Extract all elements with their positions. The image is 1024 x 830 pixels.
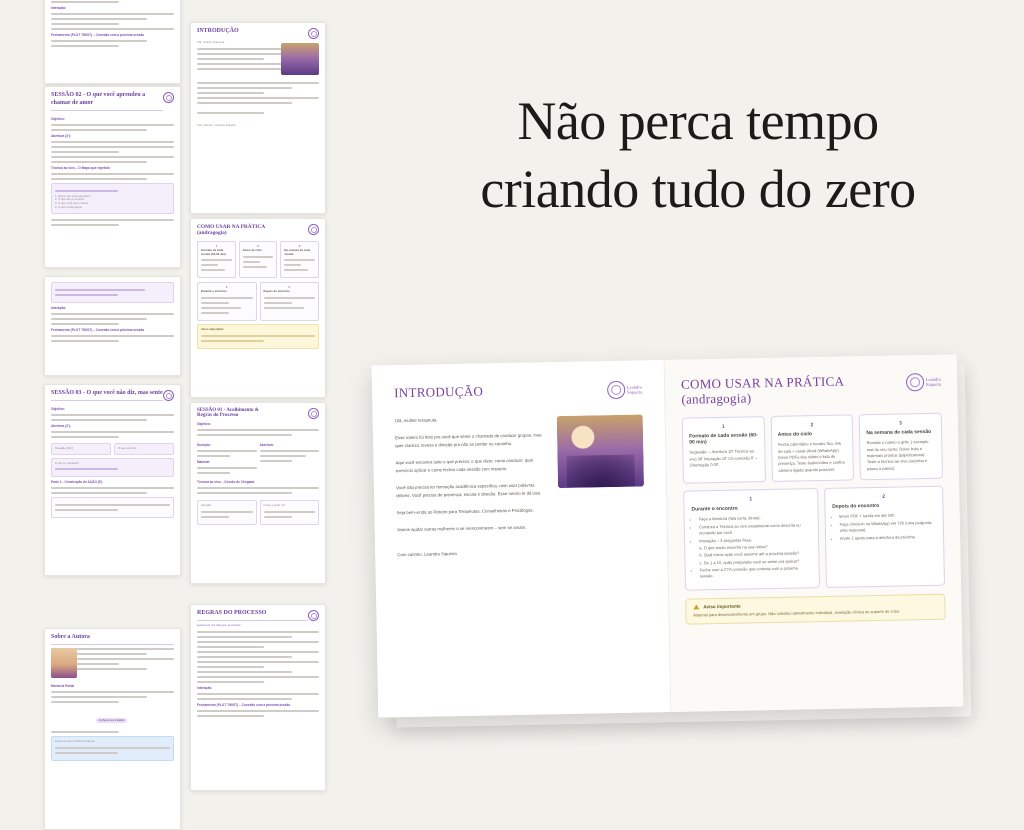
left-page-title: INTRODUÇÃO bbox=[394, 383, 484, 401]
thumb-box-label: Atenção: bbox=[201, 504, 213, 507]
card-list bbox=[692, 515, 812, 581]
thumb-title: SESSÃO 03 - O que você não diz, mas sente bbox=[51, 390, 163, 401]
card-number: 3 bbox=[298, 245, 301, 248]
thumb-note-box bbox=[197, 500, 257, 525]
thumbnail-sessao-continuacao[interactable] bbox=[44, 276, 181, 376]
card-number: 1 bbox=[749, 496, 753, 503]
spread-front-sheet bbox=[372, 354, 964, 717]
left-page-body bbox=[395, 412, 646, 559]
group-session-photo bbox=[557, 414, 644, 488]
thumb-section-label: Fechamento (PLOT TWIST) – Conexão com a próxima sessão bbox=[51, 328, 145, 332]
card-semana-sessao bbox=[859, 413, 943, 481]
card-heading: Na semana de cada sessão bbox=[866, 428, 932, 437]
paragraph-2: Aqui você encontra tudo o que precisa: o que dizer, como conduzir, qual exercício aplicar e como fechar cada sessão com impacto. bbox=[395, 457, 533, 473]
thumb-section-label: Interação: bbox=[51, 306, 67, 310]
thumb-title-line-2: (andragogia) bbox=[197, 230, 227, 236]
group-session-photo bbox=[281, 43, 319, 75]
list-item: b. Qual micro-ação você assume até a próxima sessão? bbox=[699, 550, 800, 558]
thumb-section-label: Abertura (3'): bbox=[51, 133, 71, 138]
thumbnail-sessao-01[interactable] bbox=[190, 402, 326, 584]
greeting-text: Olá, mulher terapeuta. bbox=[394, 417, 438, 424]
thumb-title-line-1: SESSÃO 01 - Acolhimento & bbox=[197, 408, 259, 413]
thumb-subtitle: Leitura em voz alta (por se ensina) bbox=[197, 623, 241, 627]
card-number: 2 bbox=[288, 286, 291, 290]
card-depois-encontro bbox=[824, 486, 945, 588]
thumb-section-label: Objetivo: bbox=[51, 116, 65, 121]
thumb-exercise-box bbox=[51, 183, 174, 214]
circle-monogram-icon bbox=[607, 381, 625, 399]
thumb-highlight-box bbox=[51, 736, 174, 761]
thumb-card bbox=[280, 241, 319, 278]
warning-title: Aviso importante bbox=[201, 327, 224, 331]
spread-left-page bbox=[372, 360, 672, 718]
card-heading: Depois do encontro bbox=[832, 503, 880, 510]
thumb-box-item: 1. Nome que você aprendeu: bbox=[55, 194, 92, 198]
thumb-section-label: Objetivo: bbox=[197, 422, 211, 426]
card-list bbox=[832, 512, 936, 542]
list-item: • Faça check-in no WhatsApp em 72h (uma pergunta, uma resposta). bbox=[840, 520, 936, 535]
paragraph-1: Esse roteiro foi feito pra você que sente o chamado de conduzir grupos, mas quer clareza, leveza e direção pra não se perder no caminho. bbox=[395, 432, 542, 449]
thumb-section-label: Fechamento (PLOT TWIST) – Conexão com a próxima sessão bbox=[51, 33, 145, 37]
thumb-signature: Com carinho, Leandra Siqueira bbox=[197, 123, 236, 127]
circle-monogram-icon bbox=[308, 224, 319, 235]
list-item: a. O que mudo enxerhá na sua rotina? bbox=[699, 543, 768, 551]
brand-logo bbox=[308, 408, 319, 419]
card-antes-do-ciclo bbox=[770, 414, 854, 482]
thumb-cell-label: O que eu gostaria? bbox=[55, 461, 79, 465]
thumb-card bbox=[197, 282, 257, 321]
thumb-quote-box bbox=[51, 282, 174, 303]
card-heading: Antes do ciclo bbox=[777, 431, 812, 438]
thumb-title: REGRAS DO PROCESSO bbox=[197, 610, 308, 621]
paragraph-4: Seja bem-vinda ao Roteiro para Terapeutas, Conselheiras e Psicólogas. bbox=[396, 507, 534, 515]
card-heading: Durante o encontro bbox=[691, 505, 738, 513]
thumb-box-item: 2. O que ele te ensinou: bbox=[55, 198, 85, 202]
thumb-box-item: 3. O que você quer manter: bbox=[55, 202, 90, 206]
thumb-section-label: Fechamento (PLOT TWIST) – Conexão com a próxima sessão bbox=[197, 702, 291, 707]
thumb-section-label: Abertura (3'): bbox=[51, 423, 71, 428]
thumb-section-label: Interação: bbox=[51, 6, 67, 10]
list-item: • Anote 1 ajuste para a abertura da próxima. bbox=[840, 533, 936, 541]
warning-body: Material para desenvolvimento em grupo. Não substitui atendimento individual, avaliação clínica ou suporte de crise. bbox=[693, 608, 901, 618]
thumb-title: Sobre a Autora bbox=[51, 634, 174, 645]
list-item: • Faça a Abertura (fala curta, direta). bbox=[699, 515, 811, 524]
card-number: 2 bbox=[257, 245, 259, 248]
right-page-title-line-2: (andragogia) bbox=[681, 390, 752, 407]
thumb-greeting: Olá, mulher terapeuta. bbox=[197, 40, 226, 44]
thumb-title-line-2: Regras do Processo bbox=[197, 413, 239, 418]
thumb-table-cell bbox=[114, 443, 174, 455]
paragraph-3: Você não precisa ter formação acadêmica específica, nem usar palavras difíceis. Você precisa de presença, escuta e direção. Esse roteiro te dá isso. bbox=[395, 482, 542, 498]
thumb-cell-label: Situação (Dor) bbox=[55, 446, 74, 450]
thumb-section-label: Técnica ao vivo – Círculo de Chegada bbox=[197, 480, 255, 484]
paragraph-5: Vamos ajudar outras mulheres a se reencontrarem – sem se anular. bbox=[396, 524, 527, 532]
thumb-cell-label: O que eu sinto bbox=[118, 446, 137, 450]
card-body: Revisite o roteiro e grife 1 exemplo real do seu nicho. Deixe links e materiais prontos (papel/caneta). Teste a técnica ao vivo (sozinha e passo a passo). bbox=[866, 439, 929, 471]
signature-text: Com carinho, Leandra Siqueira bbox=[397, 551, 457, 558]
thumb-box-label: Frase a partir (2'): bbox=[263, 504, 287, 507]
thumb-box-label: Anote os seus 3 limites internos bbox=[55, 739, 95, 743]
card-heading: Formato de cada sessão (60-90 min) bbox=[689, 432, 758, 446]
warning-callout bbox=[685, 594, 945, 625]
card-formato-sessao bbox=[682, 416, 766, 484]
card-heading: Durante o encontro bbox=[201, 290, 227, 293]
thumb-note-box bbox=[51, 497, 174, 518]
headline-line-1: Não perca tempo bbox=[517, 91, 879, 151]
thumbnail-sobre-a-autora[interactable] bbox=[44, 628, 181, 830]
card-number: 1 bbox=[215, 245, 218, 248]
card-heading: Formato de cada sessão (60-90 min) bbox=[201, 248, 227, 256]
list-item: c. De 1 a 10, quão preparada você se sente pra aplicar? bbox=[699, 558, 800, 566]
card-number: 2 bbox=[882, 493, 886, 500]
page-title bbox=[398, 88, 998, 223]
author-photo bbox=[51, 648, 77, 678]
card-body: Fecha calendário e horário fixo, link de sala + canal oficial (WhatsApp). Envie PDFs dos slides e lista de presença. Teste áudio/vídeo e confira câmera ligada quando possível. bbox=[777, 440, 845, 473]
thumbnail-sessao-03[interactable] bbox=[44, 384, 181, 576]
circle-monogram-icon bbox=[308, 408, 319, 419]
list-item: • Feche com a CTA conexão que conecta com a próxima sessão. bbox=[700, 565, 812, 580]
warning-title: Aviso importante bbox=[703, 603, 741, 610]
thumb-card bbox=[260, 282, 320, 321]
thumb-section-label: Mentoria Portal bbox=[51, 683, 75, 688]
right-page-title-line-1: COMO USAR NA PRÁTICA bbox=[680, 373, 845, 392]
card-number: 2 bbox=[810, 422, 814, 429]
list-item: • Conduza a Técnica ao vivo exatamente como descrita ou recriando por você. bbox=[699, 522, 811, 537]
brand-logo bbox=[308, 224, 319, 235]
thumbnail-regras-do-processo[interactable] bbox=[190, 604, 326, 791]
headline-line-2: criando tudo do zero bbox=[480, 158, 916, 219]
brand-logo bbox=[163, 390, 174, 401]
circle-monogram-icon bbox=[906, 373, 924, 391]
card-heading: Na semana de cada sessão bbox=[284, 248, 311, 256]
brand-logo bbox=[607, 380, 643, 399]
brand-name-line-2: Siqueira bbox=[626, 389, 643, 395]
list-item: • Envie PDF + tarefa em até 24h. bbox=[839, 512, 935, 520]
card-heading: Antes do ciclo bbox=[242, 248, 262, 252]
document-spread[interactable] bbox=[375, 360, 980, 740]
thumb-section-label: Técnica ao vivo – O Mapa que repetido bbox=[51, 165, 110, 170]
circle-monogram-icon bbox=[163, 92, 174, 103]
thumb-section-label: Abertura: bbox=[259, 443, 274, 447]
brand-logo bbox=[308, 28, 319, 39]
thumb-table-cell bbox=[51, 458, 174, 478]
thumbnail-introducao[interactable] bbox=[190, 22, 326, 214]
spread-right-page bbox=[665, 354, 964, 712]
card-durante-encontro bbox=[683, 488, 820, 590]
circle-monogram-icon bbox=[163, 390, 174, 401]
brand-logo bbox=[906, 373, 942, 392]
brand-logo bbox=[163, 92, 174, 103]
thumbnail-sessao-fim[interactable] bbox=[44, 0, 181, 84]
card-number: 1 bbox=[721, 423, 725, 430]
card-number: 3 bbox=[899, 420, 903, 427]
thumb-note-box bbox=[260, 500, 320, 525]
thumb-section-label: Duração: bbox=[197, 443, 211, 447]
thumb-title: SESSÃO 02 - O que você aprendeu a chamar de amor bbox=[51, 92, 163, 111]
thumb-section-label: Material: bbox=[197, 460, 211, 464]
brand-logo bbox=[308, 610, 319, 621]
cta-button[interactable]: conheça meu trabalho bbox=[96, 718, 128, 723]
thumbnail-sessao-02[interactable] bbox=[44, 86, 181, 268]
circle-monogram-icon bbox=[308, 610, 319, 621]
brand-name-line-2: Siqueira bbox=[925, 381, 942, 388]
card-heading: Depois do encontro bbox=[263, 290, 290, 293]
card-number: 1 bbox=[225, 286, 228, 290]
warning-triangle-icon bbox=[693, 604, 699, 609]
thumb-box-item: 4. O que muda agora: bbox=[55, 205, 83, 209]
circle-monogram-icon bbox=[308, 28, 319, 39]
card-body: Sugestão: – Abertura 10' Técnica ao vivo 30' Interação 10' Cô-conexão 0' – Orientação 0-30' bbox=[689, 448, 758, 468]
thumb-title: INTRODUÇÃO bbox=[197, 28, 239, 34]
thumbnail-como-usar-na-pratica[interactable] bbox=[190, 218, 326, 398]
cards-row-1 bbox=[682, 413, 943, 484]
brand-name-line-1: Leandra bbox=[925, 376, 941, 382]
thumb-title-line-1: COMO USAR NA PRÁTICA bbox=[197, 224, 266, 230]
cards-row-2 bbox=[683, 486, 945, 591]
thumb-section-label: Objetivo: bbox=[51, 406, 65, 411]
thumb-section-label: Interação: bbox=[197, 685, 213, 690]
thumb-card bbox=[197, 241, 236, 278]
thumb-warning-box bbox=[197, 324, 319, 349]
brand-name-line-1: Leandra bbox=[626, 383, 642, 390]
thumb-section-label: Parte 1 - Construção de AÇÃO (5') bbox=[51, 480, 103, 485]
list-item: • Interação – 3 perguntas fixas: bbox=[699, 536, 811, 545]
thumb-table-cell bbox=[51, 443, 111, 455]
thumb-card bbox=[239, 241, 278, 278]
